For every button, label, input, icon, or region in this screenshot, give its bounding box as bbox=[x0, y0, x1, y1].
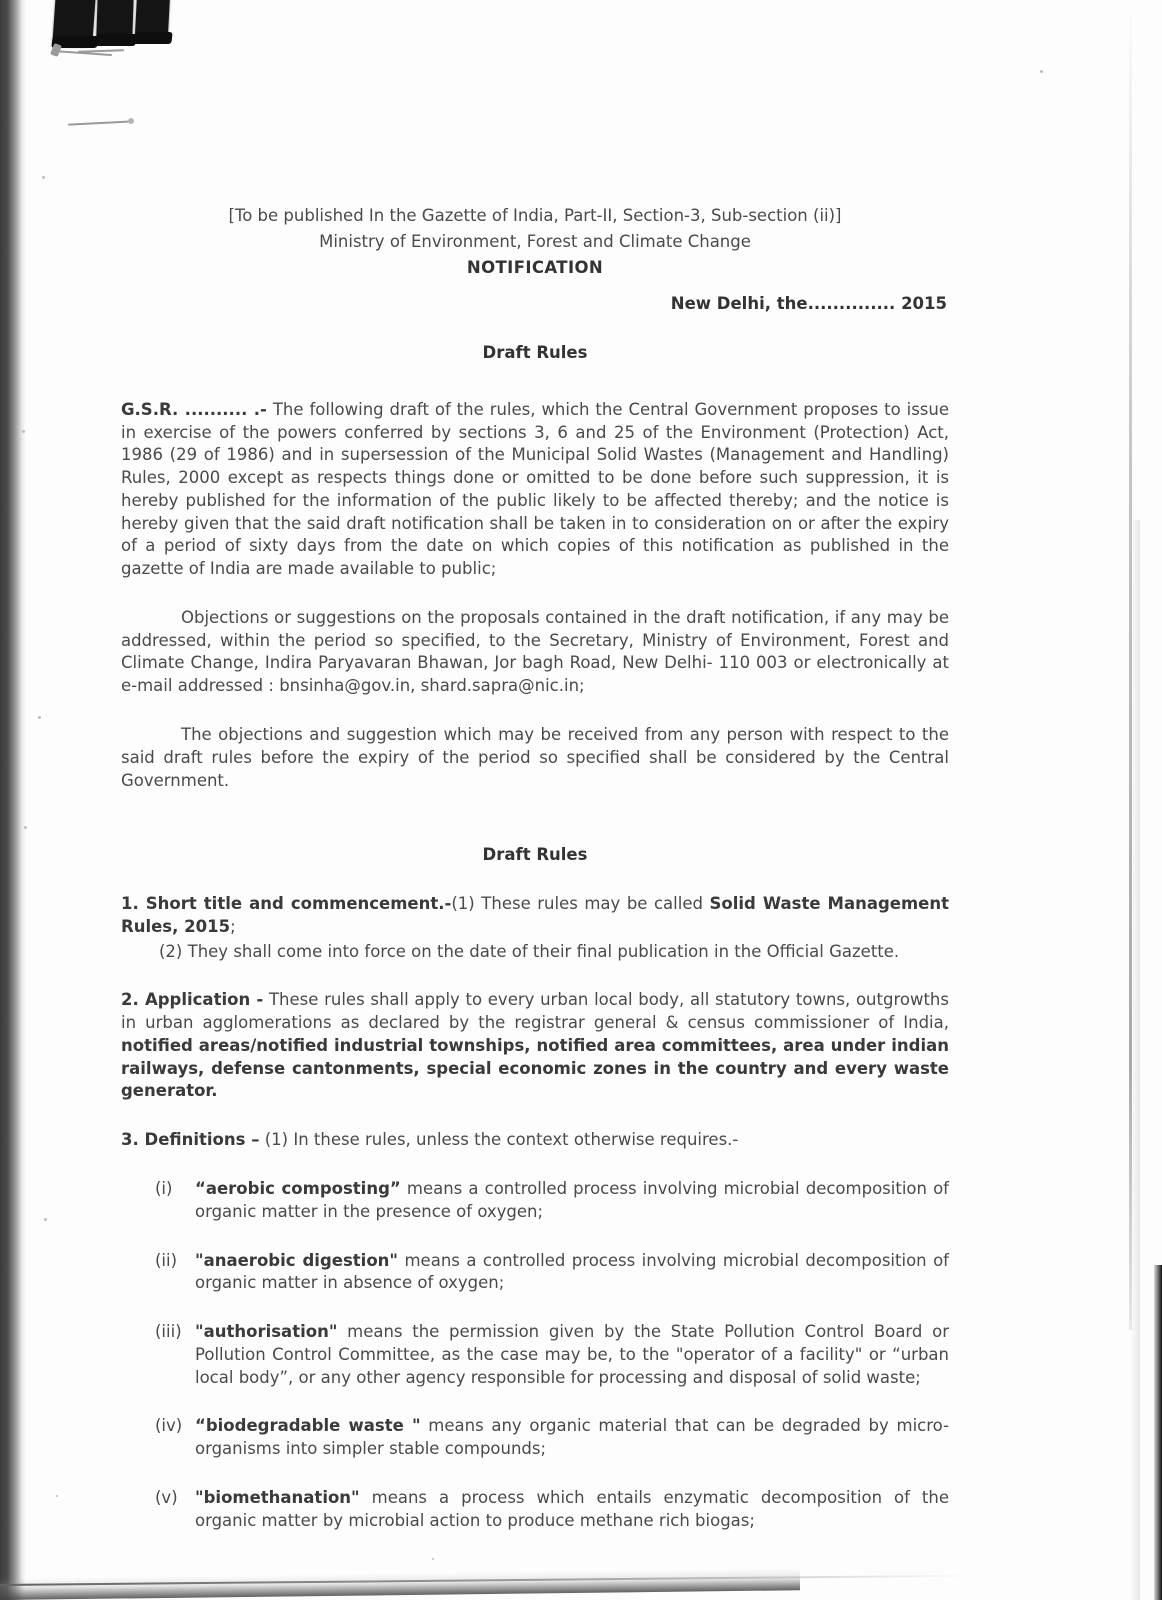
definition-term: "authorisation" bbox=[195, 1322, 338, 1342]
rule-2-heading: 2. Application - bbox=[121, 990, 264, 1010]
definition-text bbox=[195, 1178, 949, 1224]
draft-rules-heading-second: Draft Rules bbox=[482, 845, 588, 865]
scan-bottom-edge-shadow bbox=[0, 1568, 800, 1600]
binder-clip-foot-2 bbox=[95, 34, 136, 46]
gazette-publication-line: [To be published In the Gazette of India, Part-II, Section-3, Sub-section (ii)] bbox=[228, 206, 842, 225]
scan-right-dark-band bbox=[1154, 1265, 1162, 1600]
consideration-paragraph: The objections and suggestion which may be received from any person with respect to the said draft rules before the expiry of the period so specified shall be considered by the Central Government. bbox=[121, 725, 949, 790]
scan-speck bbox=[24, 826, 27, 829]
definition-text bbox=[195, 1321, 949, 1389]
scan-right-edge-gradient bbox=[1130, 520, 1140, 1600]
rule-1-sub-2: (2) They shall come into force on the date of their final publication in the Official Gazette. bbox=[159, 941, 900, 961]
rule-1-sub-1-text-b: ; bbox=[230, 916, 236, 936]
rule-3-definitions bbox=[121, 1129, 949, 1152]
ministry-line: Ministry of Environment, Forest and Climate Change bbox=[319, 231, 751, 251]
rule-3-text: (1) In these rules, unless the context otherwise requires.- bbox=[259, 1130, 739, 1150]
definition-term: "biomethanation" bbox=[195, 1487, 360, 1507]
definition-body: means a controlled process involving microbial decomposition of organic matter in absence of oxygen; bbox=[195, 1250, 949, 1293]
definition-number: (iv) bbox=[155, 1416, 183, 1436]
definition-body: means a process which entails enzymatic decomposition of the organic matter by microbial action to produce methane rich biogas; bbox=[195, 1487, 949, 1530]
rule-1-sub-1-number: (1) bbox=[451, 894, 475, 914]
definition-number: (v) bbox=[155, 1487, 178, 1507]
rule-2-application bbox=[121, 989, 949, 1103]
definition-number: (iii) bbox=[155, 1322, 182, 1342]
draft-rules-heading-top: Draft Rules bbox=[482, 343, 588, 363]
rule-1-rules-name: Solid Waste Management Rules, 2015 bbox=[121, 894, 949, 936]
definitions-list bbox=[121, 1178, 949, 1532]
gsr-body-text: The following draft of the rules, which the Central Government proposes to issue in exercise of the powers conferred by sections 3, 6 and 25 of the Environment (Protection) Act, 1986 (29 of 1986) and in supersession of the Municipal Solid Wastes (Management and Handling) Rules, 2000 except as respects things done or omitted to be done before such suppression, it is hereby published for the information of the public likely to be affected thereby; and the notice is hereby given that the said draft notification shall be taken in to consideration on or after the expiry of a period of sixty days from the date on which copies of this notification as published in the gazette of India are made available to public; bbox=[121, 399, 949, 579]
rule-1-sub-1-text-a: These rules may be called bbox=[474, 894, 710, 914]
scan-speck bbox=[38, 716, 41, 719]
scan-speck bbox=[44, 1218, 47, 1221]
scan-speck bbox=[22, 430, 25, 433]
definition-term: “biodegradable waste " bbox=[195, 1416, 421, 1436]
binder-clip-foot-3 bbox=[133, 32, 172, 44]
definition-body: means the permission given by the State Pollution Control Board or Pollution Control Committee, as the case may be, to the "operator of a facility" or “urban local body”, or any other agency responsible for processing and disposal of solid waste; bbox=[195, 1322, 949, 1387]
gsr-label: G.S.R. .......... .- bbox=[121, 399, 267, 419]
definition-number: (ii) bbox=[155, 1250, 178, 1270]
clip-wire-4 bbox=[68, 120, 134, 125]
definition-text bbox=[195, 1415, 949, 1461]
rule-1-heading: 1. Short title and commencement.- bbox=[121, 894, 452, 914]
gsr-paragraph bbox=[121, 399, 949, 581]
definition-item bbox=[121, 1487, 949, 1533]
definition-body: means any organic material that can be degraded by micro-organisms into simpler stable compounds; bbox=[195, 1416, 949, 1459]
scan-speck bbox=[1040, 70, 1043, 73]
rule-3-heading: 3. Definitions – bbox=[121, 1130, 260, 1150]
objections-paragraph: Objections or suggestions on the proposals contained in the draft notification, if any may be addressed, within the period so specified, to the Secretary, Ministry of Environment, Forest and Climate Change, Indira Paryavaran Bhawan, Jor bagh Road, New Delhi- 110 003 or electronically at e-mail addressed : bnsinha@gov.in, shard.sapra@nic.in; bbox=[121, 607, 949, 696]
definition-text bbox=[195, 1250, 949, 1296]
definition-number: (i) bbox=[155, 1178, 173, 1198]
place-and-date: New Delhi, the.............. 2015 bbox=[670, 294, 947, 314]
definition-item bbox=[121, 1415, 949, 1461]
definition-item bbox=[121, 1250, 949, 1296]
definition-item bbox=[121, 1178, 949, 1224]
scan-speck bbox=[42, 176, 45, 179]
scan-left-edge-shadow bbox=[0, 0, 26, 1600]
scan-speck bbox=[56, 1495, 58, 1497]
rule-1-short-title bbox=[121, 893, 949, 939]
definition-term: "anaerobic digestion" bbox=[195, 1250, 399, 1270]
clip-wire-2 bbox=[78, 49, 124, 53]
document-body bbox=[121, 205, 949, 1532]
rule-2-text-a: These rules shall apply to every urban local body, all statutory towns, outgrowths in urban agglomerations as declared by the registrar general & census commissioner of India, bbox=[121, 990, 949, 1033]
definition-text bbox=[195, 1487, 949, 1533]
scan-speck bbox=[432, 1558, 434, 1560]
definition-term: “aerobic composting” bbox=[195, 1178, 401, 1198]
definition-body: means a controlled process involving microbial decomposition of organic matter in the presence of oxygen; bbox=[195, 1178, 949, 1221]
clip-wire-tip bbox=[128, 118, 134, 124]
definition-item bbox=[121, 1321, 949, 1389]
rule-2-text-bold: notified areas/notified industrial townships, notified area committees, area under indian railways, defense cantonments, special economic zones in the country and every waste generator. bbox=[121, 1035, 949, 1101]
notification-title: NOTIFICATION bbox=[466, 257, 604, 277]
